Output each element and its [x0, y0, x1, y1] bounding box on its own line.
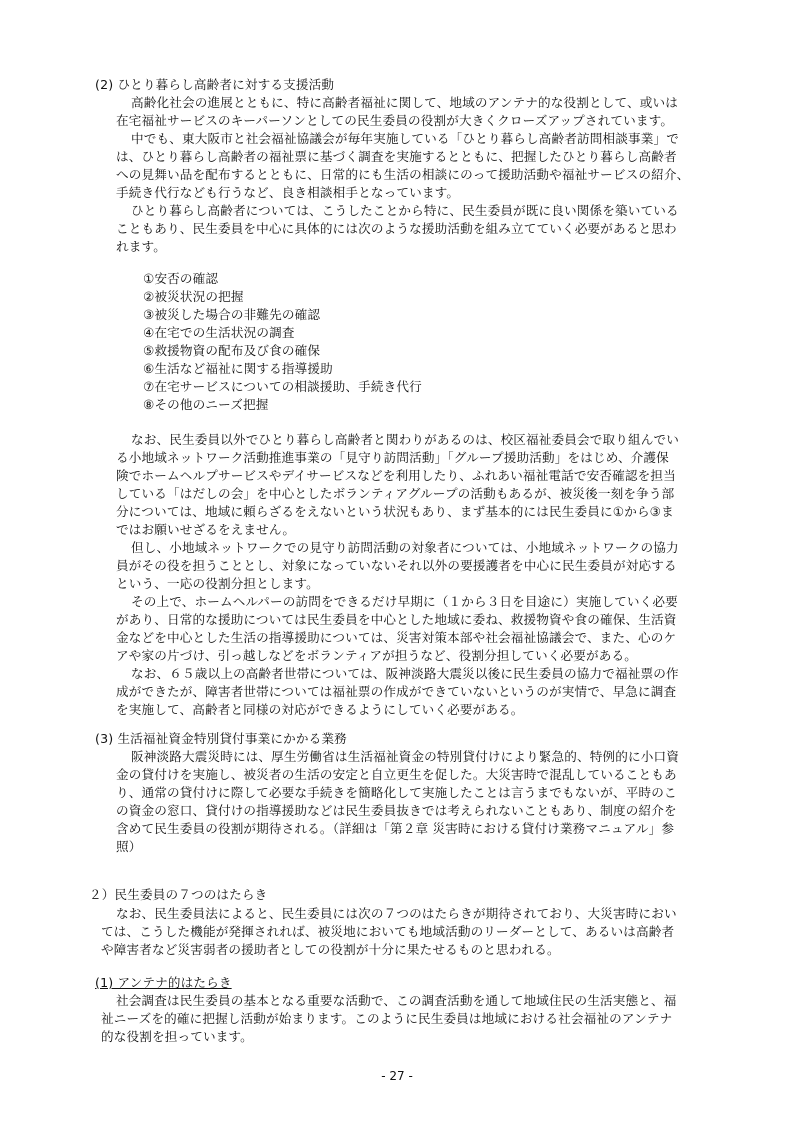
list-item: ②被災状況の把握	[143, 289, 244, 304]
paragraph-line: 祉ニーズを的確に把握し活動が始まります。このように民生委員は地域における社会福祉のアンテナ	[101, 1011, 673, 1026]
paragraph-line: ではお願いせざるをえません。	[116, 522, 296, 537]
paragraph-line: ては、こうした機能が発揮されれば、被災地においても地域活動のリーダーとして、あるいは高齢者	[101, 924, 675, 939]
paragraph-line: 阪神淡路大震災時には、厚生労働省は生活福祉資金の特別貸付けにより緊急的、特例的に小口資	[131, 749, 679, 764]
list-item: ⑤救援物資の配布及び食の確保	[143, 343, 321, 358]
paragraph-line: 手続き代行なども行うなど、良き相談相手となっています。	[116, 185, 460, 200]
paragraph-line: なお、６５歳以上の高齢者世帯については、阪神淡路大震災以後に民生委員の協力で福祉票の作	[131, 666, 679, 681]
paragraph-line: ひとり暮らし高齢者については、こうしたことから特に、民生委員が既に良い関係を築いている	[131, 203, 679, 218]
paragraph-line: は、ひとり暮らし高齢者の福祉票に基づく調査を実施するとともに、把握したひとり暮らし高齢者	[116, 149, 677, 164]
paragraph-line: 中でも、東大阪市と社会福祉協議会が毎年実施している「ひとり暮らし高齢者訪問相談事業」で	[131, 131, 679, 146]
paragraph-line: 含めて民生委員の役割が期待される。（詳細は「第２章 災害時における貸付け業務マニュアル」参	[116, 821, 675, 836]
paragraph-line: 金などを中心とした生活の指導援助については、災害対策本部や社会福祉協議会で、また、心のケ	[116, 630, 677, 645]
paragraph-line: 金の貸付けを実施し、被災者の生活の安定と自立更生を促した。大災害時で混乱していることもあ	[116, 767, 677, 782]
paragraph-line: り、通常の貸付けに際して必要な手続きを簡略化して実施したことは言うまでもないが、平時のこ	[116, 785, 677, 800]
paragraph-line: 高齢化社会の進展とともに、特に高齢者福祉に関して、地域のアンテナ的な役割として、或いは	[131, 95, 678, 110]
paragraph-line: る小地域ネットワーク活動推進事業の「見守り訪問活動」「グループ援助活動」をはじめ、介護保	[116, 450, 669, 465]
paragraph-line: している「はだしの会」を中心としたボランティアグループの活動もあるが、被災後一刻を争う部	[116, 486, 675, 501]
list-item: ④在宅での生活状況の調査	[143, 325, 295, 340]
paragraph-line: 照）	[116, 839, 142, 854]
paragraph-line: 険でホームヘルプサービスやデイサービスなどを利用したり、ふれあい福祉電話で安否確認を担当	[116, 468, 676, 483]
paragraph-line: を実施して、高齢者と同様の対応ができるようにしていく必要がある。	[116, 702, 524, 717]
paragraph-line: 在宅福祉サービスのキーパーソンとしての民生委員の役割が大きくクローズアップされています。	[116, 113, 674, 128]
list-item: ⑥生活など福祉に関する指導援助	[143, 361, 333, 376]
paragraph-line: 分については、地域に頼らざるをえないという状況もあり、まず基本的には民生委員に①から③ま	[116, 504, 674, 519]
list-item: ⑧その他のニーズ把握	[143, 397, 269, 412]
paragraph-line: こともあり、民生委員を中心に具体的には次のような援助活動を組み立てていく必要があると思わ	[116, 221, 677, 236]
paragraph-line: 社会調査は民生委員の基本となる重要な活動で、この調査活動を通して地域住民の生活実態と、福	[116, 993, 677, 1008]
paragraph-line: なお、民生委員法によると、民生委員には次の７つのはたらきが期待されており、大災害時におい	[116, 906, 677, 921]
paragraph-line: があり、日常的な援助については民生委員を中心とした地域に委ね、救援物資や食の確保、生活資	[116, 612, 677, 627]
paragraph-line: れます。	[116, 239, 166, 254]
paragraph-line: への見舞い品を配布するとともに、日常的にも生活の相談にのって援助活動や福祉サービスの紹介、	[116, 167, 690, 182]
page-number: - 27 -	[381, 1069, 413, 1083]
section-heading: (3) 生活福祉資金特別貸付事業にかかる業務	[95, 731, 347, 746]
paragraph-line: アや家の片づけ、引っ越しなどをボランティアが担うなど、役割分担していく必要がある。	[116, 648, 637, 663]
chapter-heading: ２）民生委員の７つのはたらき	[89, 887, 268, 902]
paragraph-line: 的な役割を担っています。	[101, 1029, 253, 1044]
list-item: ⑦在宅サービスについての相談援助、手続き代行	[143, 379, 422, 394]
paragraph-line: 員がその役を担うこととし、対象になっていないそれ以外の要援護者を中心に民生委員が対応する	[116, 558, 677, 573]
paragraph-line: その上で、ホームヘルパーの訪問をできるだけ早期に（１から３日を目途に）実施していく必要	[131, 594, 678, 609]
paragraph-line: なお、民生委員以外でひとり暮らし高齢者と関わりがあるのは、校区福祉委員会で取り組んでい	[131, 432, 679, 447]
list-item: ③被災した場合の非難先の確認	[143, 307, 321, 322]
paragraph-line: 成ができたが、障害者世帯については福祉票の作成ができていないというのが実情で、早急に調査	[116, 684, 677, 699]
paragraph-line: や障害者など災害弱者の援助者としての役割が十分に果たせるものと思われる。	[101, 942, 560, 957]
paragraph-line: という、一応の役割分担とします。	[116, 576, 319, 591]
paragraph-line: の資金の窓口、貸付けの指導援助などは民生委員抜きでは考えられないこともあり、制度の紹介を	[116, 803, 677, 818]
subsection-heading: (1) アンテナ的はたらき	[95, 975, 232, 990]
section-heading: (2) ひとり暮らし高齢者に対する支援活動	[95, 77, 335, 92]
list-item: ①安否の確認	[143, 271, 219, 286]
paragraph-line: 但し、小地域ネットワークでの見守り訪問活動の対象者については、小地域ネットワークの協力	[131, 540, 679, 555]
